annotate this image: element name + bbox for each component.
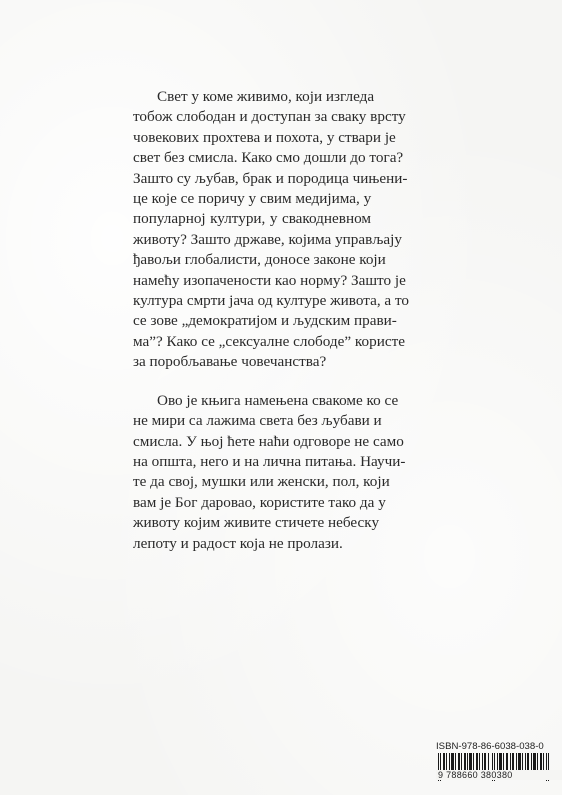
text-line: Свет у коме живимо, који изгледа xyxy=(157,88,375,105)
text-line: ма”? Како се „сексуалне слободе” користе xyxy=(133,332,405,350)
text-line: лепоту и радост која не пролази. xyxy=(133,534,343,552)
text-line: вам је Бог даровао, користите тако да у xyxy=(133,493,386,511)
isbn-label: ISBN-978-86-6038-038-0 xyxy=(436,741,544,752)
text-line: за поробљавање човечанства? xyxy=(133,353,327,371)
text-line: се зове „демократијом и људским прави- xyxy=(133,312,397,330)
text-line: популарној култури, у свакодневном xyxy=(133,210,371,228)
text-line: не мири са лажима света без љубави и xyxy=(133,412,382,430)
text-line: це које се поричу у свим медијима, у xyxy=(133,190,372,208)
text-line: Зашто су љубав, брак и породица чињени- xyxy=(133,169,408,187)
text-line: ђавољи глобалисти, доносе законе који xyxy=(133,251,386,269)
text-line: смисла. У њој ћете наћи одговоре не само xyxy=(133,432,404,450)
text-line: култура смрти јача од културе живота, а то xyxy=(133,292,409,310)
text-line: на општа, него и на лична питања. Научи- xyxy=(133,452,406,470)
blurb-paragraph-1 xyxy=(133,87,409,373)
text-line: тобож слободан и доступан за сваку врсту xyxy=(133,108,406,126)
text-line: животу којим живите стичете небеску xyxy=(133,514,380,532)
barcode-digits: 9 788660 380380 xyxy=(436,770,562,780)
text-line: свет без смисла. Како смо дошли до тога? xyxy=(133,149,404,167)
text-line: животу? Зашто државе, којима управљају xyxy=(133,230,402,248)
text-line: човекових прохтева и похота, у ствари је xyxy=(133,128,396,146)
text-line: Ово је књига намењена свакоме ко се xyxy=(157,391,399,409)
blurb-paragraph-2 xyxy=(133,391,406,554)
blurb-text xyxy=(133,87,409,554)
text-line: те да свој, мушки или женски, пол, који xyxy=(133,473,390,491)
text-line: намећу изопачености као норму? Зашто је xyxy=(133,271,406,289)
